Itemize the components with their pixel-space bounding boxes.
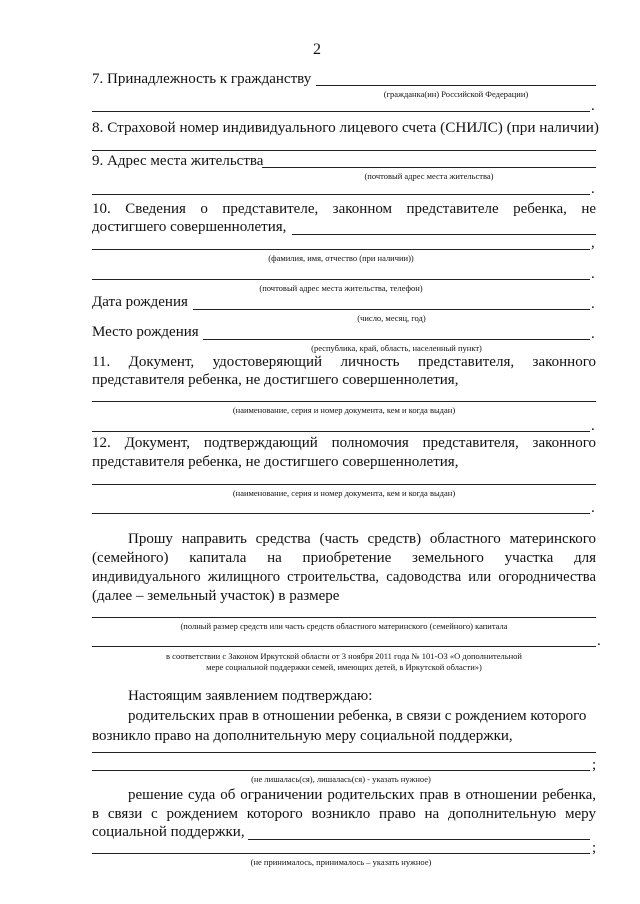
- court-decision-semicolon: ;: [592, 840, 597, 856]
- authority-document-line-2: представителя ребенка, не достигшего совершеннолетия,: [92, 454, 459, 470]
- birth-date-label: Дата рождения: [92, 294, 188, 310]
- request-line-1: Прошу направить средства (часть средств) областного материнского: [128, 531, 596, 547]
- request-amount-caption: (полный размер средств или часть средств областного материнского (семейного) капитала: [180, 621, 508, 631]
- request-line-3: индивидуального жилищного строительства, садоводства или огородничества: [92, 569, 596, 585]
- confirm-court-decision-line-3: социальной поддержки,: [92, 824, 245, 840]
- representative-name-comma: ,: [591, 235, 595, 251]
- residence-address-label: 9. Адрес места жительства: [92, 153, 264, 169]
- confirm-parental-rights-line-2: возникло право на дополнительную меру социальной поддержки,: [92, 728, 513, 744]
- request-line-2: (семейного) капитала на приобретение земельного участка для: [92, 550, 596, 566]
- confirm-parental-rights-line-1: родительских прав в отношении ребенка, в связи с рождением которого: [128, 708, 587, 724]
- citizenship-caption: (гражданка(ин) Российской Федерации): [383, 89, 529, 99]
- residence-address-field-line-2[interactable]: [92, 194, 590, 195]
- identity-document-line-2: представителя ребенка, не достигшего совершеннолетия,: [92, 372, 459, 388]
- identity-document-line-1: 11. Документ, удостоверяющий личность представителя, законного: [92, 354, 596, 370]
- citizenship-end-period: .: [591, 98, 595, 114]
- court-decision-field-line[interactable]: [248, 839, 590, 840]
- citizenship-label: 7. Принадлежность к гражданству: [92, 71, 312, 87]
- confirm-court-decision-line-2: в связи с рождением которого возникло право на дополнительную меру: [92, 806, 596, 822]
- citizenship-field-line[interactable]: [316, 85, 596, 86]
- representative-address-end-period: .: [591, 266, 595, 282]
- birth-date-end-period: .: [591, 296, 595, 312]
- identity-document-field-line-2[interactable]: [92, 431, 590, 432]
- court-decision-field-line-2[interactable]: [92, 853, 590, 854]
- identity-document-caption: (наименование, серия и номер документа, кем и когда выдан): [232, 405, 456, 415]
- representative-address-field-line[interactable]: [92, 279, 590, 280]
- representative-info-line-1: 10. Сведения о представителе, законном представителе ребенка, не: [92, 201, 596, 217]
- birth-place-field-line[interactable]: [203, 339, 590, 340]
- authority-document-field-line-2[interactable]: [92, 513, 590, 514]
- birth-place-label: Место рождения: [92, 324, 199, 340]
- residence-address-caption: (почтовый адрес места жительства): [364, 171, 494, 181]
- request-amount-end-period: .: [597, 633, 601, 649]
- law-reference-line-2: мере социальной поддержки семей, имеющих детей, в Иркутской области»): [206, 662, 482, 672]
- request-line-4: (далее – земельный участок) в размере: [92, 588, 340, 604]
- snils-label: 8. Страховой номер индивидуального лицевого счета (СНИЛС) (при наличии): [92, 119, 599, 136]
- parental-rights-field-line[interactable]: [92, 752, 596, 753]
- parental-rights-caption: (не лишалась(ся), лишалась(ся) - указать нужное): [251, 774, 431, 784]
- identity-document-end-period: .: [591, 418, 595, 434]
- confirm-heading: Настоящим заявлением подтверждаю:: [128, 688, 373, 704]
- representative-name-caption: (фамилия, имя, отчество (при наличии)): [268, 253, 414, 263]
- representative-address-caption: (почтовый адрес места жительства, телефон): [259, 283, 423, 293]
- snils-field-line[interactable]: [92, 150, 596, 151]
- residence-address-end-period: .: [591, 181, 595, 197]
- authority-document-caption: (наименование, серия и номер документа, кем и когда выдан): [232, 488, 456, 498]
- parental-rights-semicolon: ;: [592, 757, 597, 773]
- request-amount-field-line[interactable]: [92, 617, 596, 618]
- law-reference-line-1: в соответствии с Законом Иркутской области от 3 ноября 2011 года № 101-ОЗ «О дополнительной: [166, 651, 522, 661]
- birth-date-caption: (число, месяц, год): [357, 313, 426, 323]
- authority-document-end-period: .: [591, 500, 595, 516]
- page-number: 2: [313, 41, 321, 58]
- representative-field-line-1[interactable]: [292, 234, 596, 235]
- authority-document-line-1: 12. Документ, подтверждающий полномочия представителя, законного: [92, 435, 596, 451]
- authority-document-field-line[interactable]: [92, 484, 596, 485]
- parental-rights-field-line-2[interactable]: [92, 770, 590, 771]
- residence-address-field-line[interactable]: [262, 167, 596, 168]
- birth-date-field-line[interactable]: [193, 309, 590, 310]
- court-decision-caption: (не принималось, принималось – указать нужное): [250, 857, 432, 867]
- representative-info-line-2: достигшего совершеннолетия,: [92, 219, 287, 235]
- confirm-court-decision-line-1: решение суда об ограничении родительских прав в отношении ребенка,: [128, 787, 596, 803]
- representative-name-field-line[interactable]: [92, 249, 590, 250]
- request-amount-field-line-2[interactable]: [92, 646, 596, 647]
- birth-place-end-period: .: [591, 326, 595, 342]
- identity-document-field-line[interactable]: [92, 401, 596, 402]
- birth-place-caption: (республика, край, область, населенный пункт): [311, 343, 482, 353]
- citizenship-field-line-2[interactable]: [92, 111, 590, 112]
